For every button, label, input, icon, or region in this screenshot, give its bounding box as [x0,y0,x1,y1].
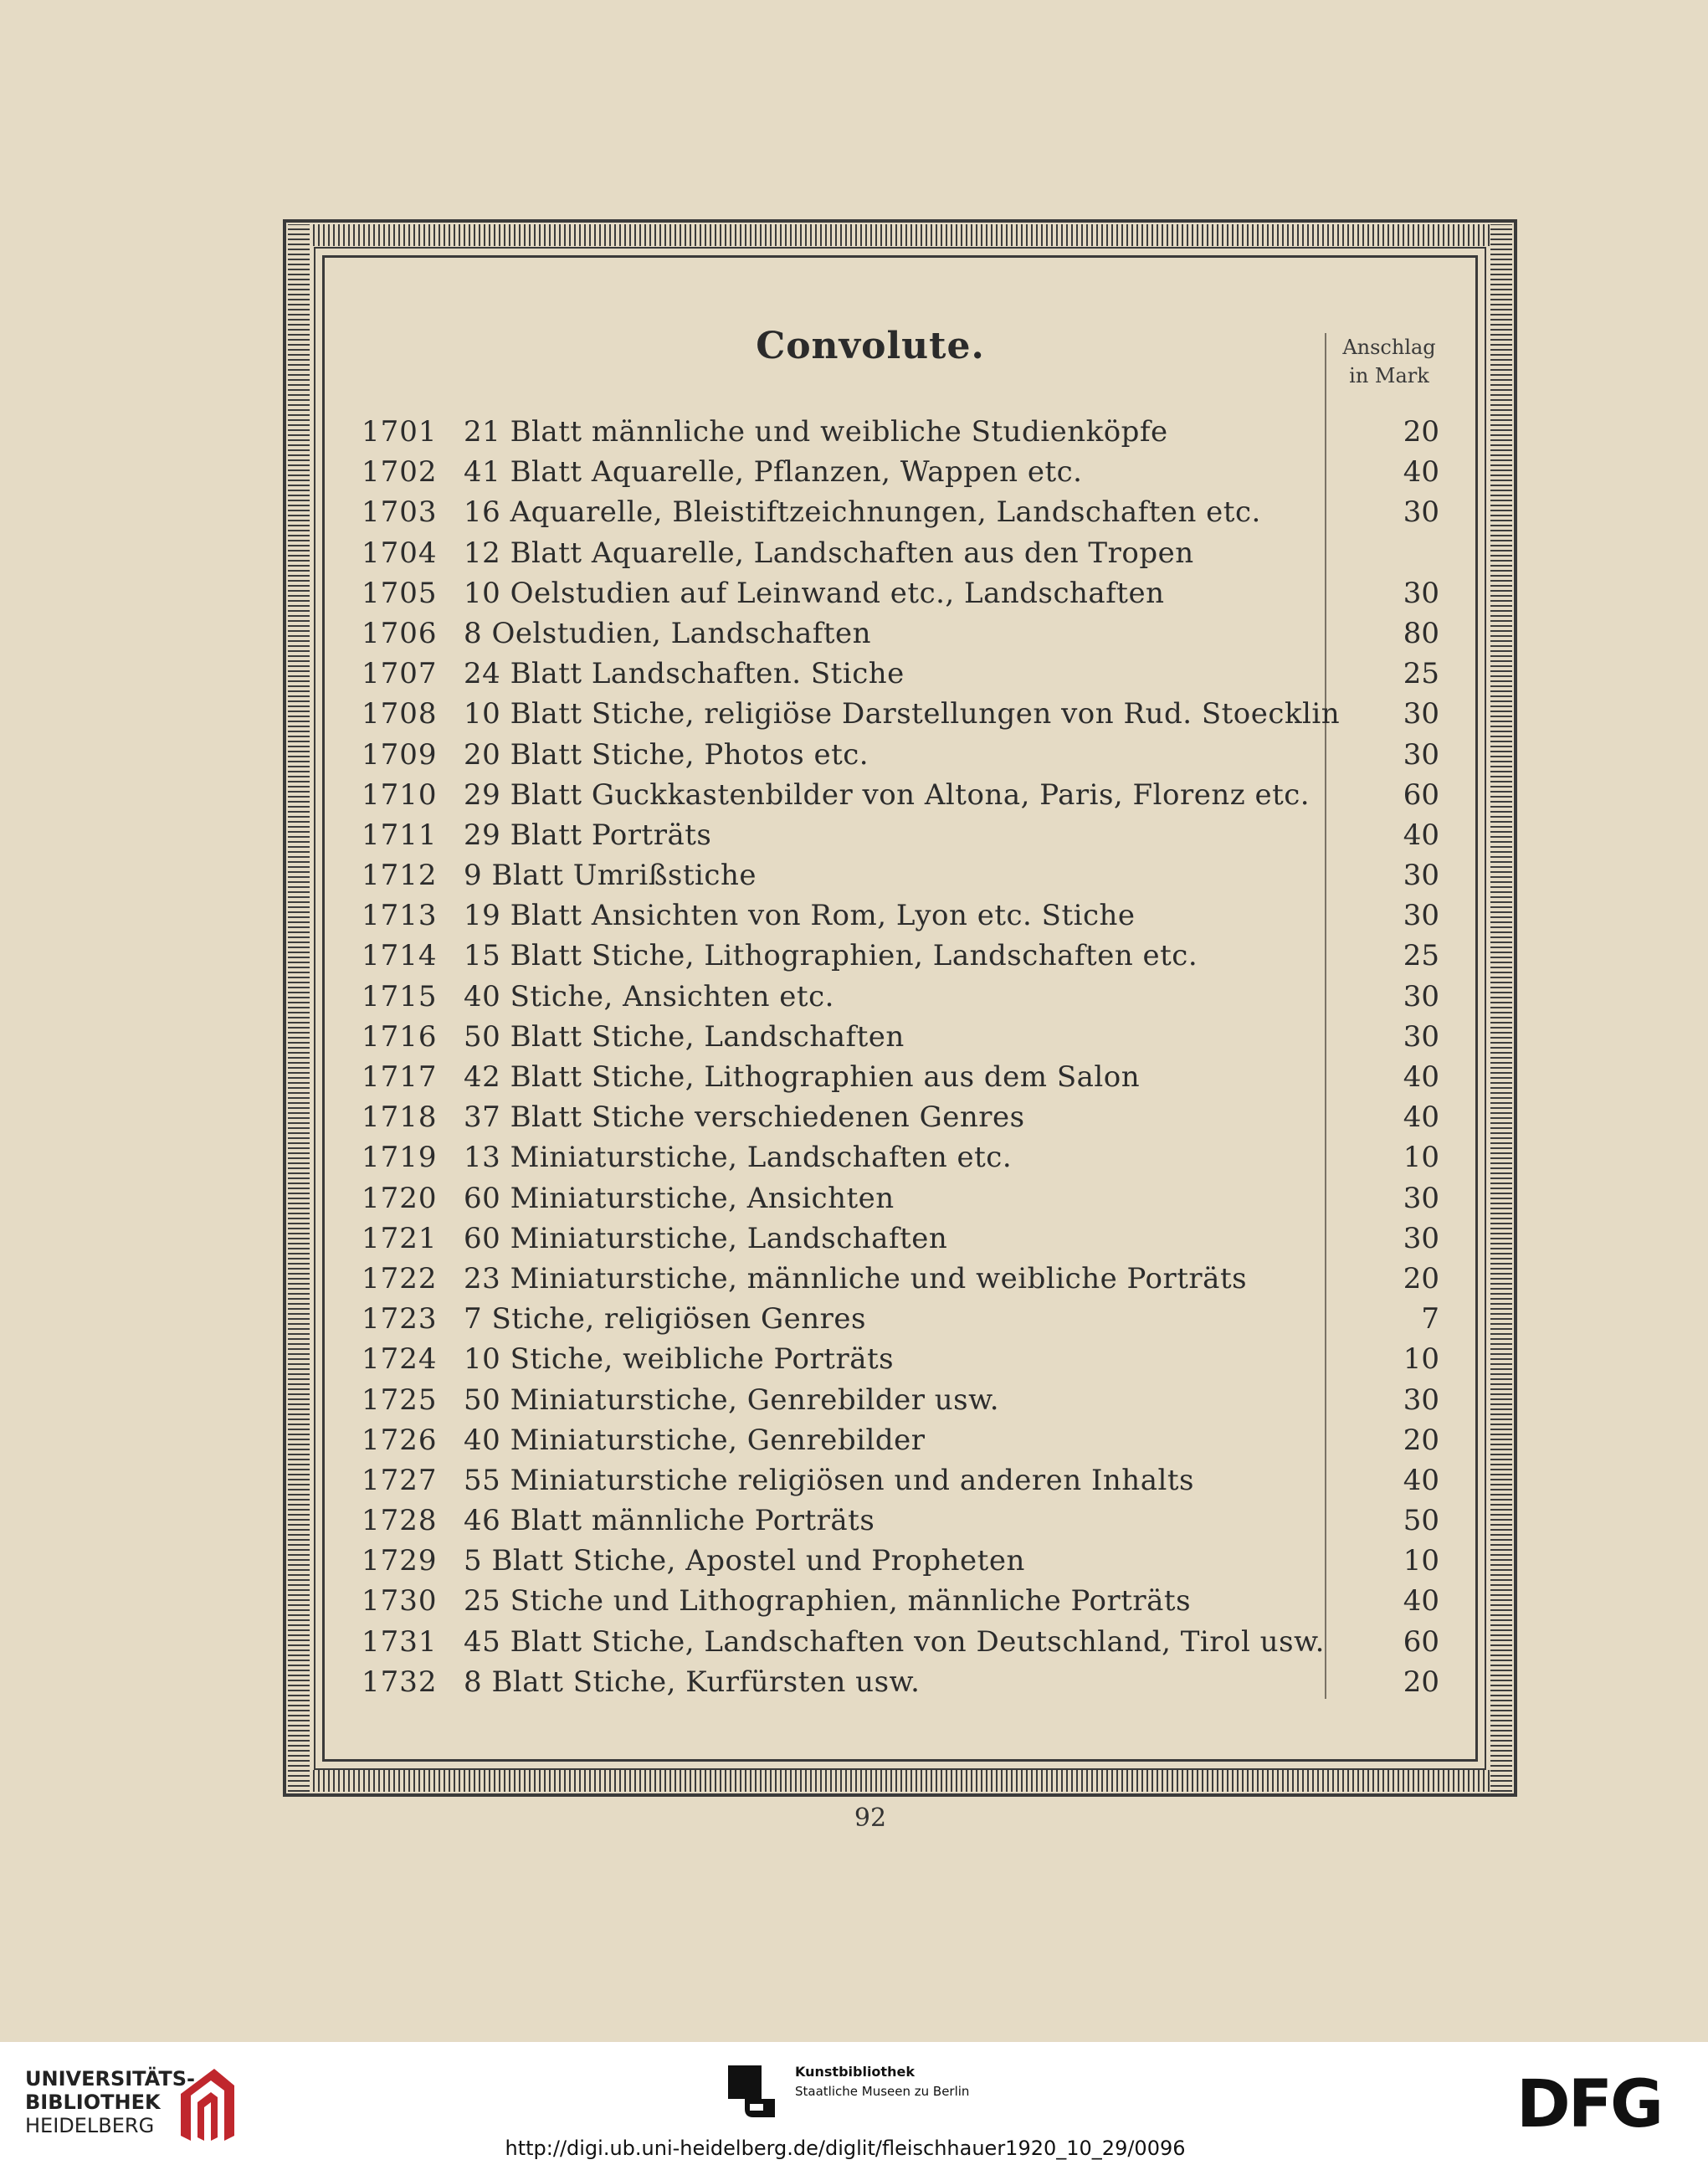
catalog-entry [362,1057,1449,1097]
frame-hatch-right [1490,224,1512,1792]
entry-description: 16 Aquarelle, Bleistiftzeichnungen, Landschaften etc. [464,495,1261,530]
entry-description: 23 Miniaturstiche, männliche und weibliche Porträts [464,1261,1248,1295]
catalog-entry [362,1622,1449,1662]
entry-description: 25 Stiche und Lithographien, männliche Porträts [464,1584,1192,1619]
entry-description: 10 Blatt Stiche, religiöse Darstellungen von Rud. Stoecklin [464,697,1341,731]
catalog-entry [362,492,1449,532]
catalog-entry [362,1541,1449,1581]
entry-description: 42 Blatt Stiche, Lithographien aus dem Salon [464,1060,1141,1094]
entry-number: 1705 [362,576,438,610]
entry-number: 1728 [362,1504,438,1538]
entry-number: 1709 [362,737,438,772]
entry-price: 80 [1403,616,1439,650]
entry-description: 55 Miniaturstiche religiösen und anderen Inhalts [464,1463,1194,1497]
entry-price: 50 [1403,1504,1439,1538]
entry-price: 25 [1403,939,1439,973]
entry-description: 40 Miniaturstiche, Genrebilder [464,1423,926,1457]
catalog-entry [362,1581,1449,1621]
dfg-logo: DFG [1516,2067,1662,2142]
catalog-entry [362,1137,1449,1177]
catalog-entry [362,1259,1449,1299]
kunstbibliothek-logo [728,2060,1080,2127]
entry-description: 10 Oelstudien auf Leinwand etc., Landschaften [464,576,1165,610]
entry-number: 1706 [362,616,438,650]
frame-hatch-top [288,224,1512,246]
entry-description: 45 Blatt Stiche, Landschaften von Deutschland, Tirol usw. [464,1624,1325,1659]
entry-description: 19 Blatt Ansichten von Rom, Lyon etc. Stiche [464,899,1136,933]
entry-number: 1720 [362,1181,438,1215]
entry-description: 21 Blatt männliche und weibliche Studienköpfe [464,415,1168,449]
entry-price: 30 [1403,1383,1439,1417]
kb-line2: Staatliche Museen zu Berlin [795,2084,970,2099]
catalog-entry [362,1178,1449,1218]
entry-number: 1717 [362,1060,438,1094]
entry-description: 41 Blatt Aquarelle, Pflanzen, Wappen etc. [464,455,1083,490]
catalog-entry [362,452,1449,492]
entry-number: 1724 [362,1342,438,1377]
entry-price: 40 [1403,818,1439,852]
price-column-header [1322,333,1456,390]
entry-number: 1726 [362,1423,438,1457]
entry-number: 1732 [362,1665,438,1699]
entry-number: 1714 [362,939,438,973]
entry-description: 7 Stiche, religiösen Genres [464,1302,866,1336]
kb-line1: Kunstbibliothek [795,2064,915,2080]
ub-line1: UNIVERSITÄTS- [25,2067,196,2091]
catalog-entry [362,1339,1449,1379]
catalog-entry [362,1380,1449,1420]
frame-hatch-bottom [288,1770,1512,1792]
frame-hatch-left [288,224,310,1792]
entry-number: 1722 [362,1261,438,1295]
entry-description: 8 Oelstudien, Landschaften [464,616,872,650]
catalog-entry [362,1501,1449,1541]
entry-description: 8 Blatt Stiche, Kurfürsten usw. [464,1665,921,1699]
entry-description: 5 Blatt Stiche, Apostel und Propheten [464,1544,1025,1578]
entry-description: 46 Blatt männliche Porträts [464,1504,875,1538]
source-url[interactable]: http://digi.ub.uni-heidelberg.de/diglit/fleischhauer1920_10_29/0096 [505,2137,1186,2160]
catalog-entry [362,694,1449,734]
entry-number: 1725 [362,1383,438,1417]
entry-price: 40 [1403,1463,1439,1497]
catalog-entry [362,895,1449,936]
entry-price: 40 [1403,1100,1439,1135]
entry-description: 29 Blatt Porträts [464,818,712,852]
catalog-entry [362,573,1449,613]
entry-price: 30 [1403,495,1439,530]
catalog-entry [362,1420,1449,1460]
entry-description: 12 Blatt Aquarelle, Landschaften aus den Tropen [464,536,1194,570]
entry-price: 10 [1403,1141,1439,1175]
catalog-entry [362,1017,1449,1057]
entry-number: 1715 [362,979,438,1013]
entry-description: 24 Blatt Landschaften. Stiche [464,657,905,691]
entry-description: 13 Miniaturstiche, Landschaften etc. [464,1141,1013,1175]
entry-number: 1701 [362,415,438,449]
entry-description: 60 Miniaturstiche, Ansichten [464,1181,895,1215]
entry-description: 10 Stiche, weibliche Porträts [464,1342,895,1377]
catalog-entry [362,855,1449,895]
catalog-entry [362,735,1449,775]
entry-price: 40 [1403,1060,1439,1094]
catalog-entry [362,936,1449,976]
ub-line2: BIBLIOTHEK [25,2091,161,2114]
entry-description: 29 Blatt Guckkastenbilder von Altona, Paris, Florenz etc. [464,777,1310,812]
entry-number: 1710 [362,777,438,812]
entry-description: 50 Blatt Stiche, Landschaften [464,1019,905,1054]
catalog-entry [362,533,1449,573]
price-column-header-line2: in Mark [1349,364,1429,387]
entry-price: 60 [1403,1624,1439,1659]
entry-price: 20 [1403,1261,1439,1295]
catalog-entry [362,412,1449,452]
catalog-entry [362,1662,1449,1702]
catalog-entry [362,1299,1449,1339]
entry-number: 1718 [362,1100,438,1135]
entry-number: 1716 [362,1019,438,1054]
entry-price: 10 [1403,1342,1439,1377]
entry-price: 30 [1403,899,1439,933]
entry-number: 1727 [362,1463,438,1497]
entry-price: 30 [1403,1221,1439,1255]
catalog-entry [362,654,1449,694]
catalog-entry [362,1097,1449,1137]
entry-number: 1702 [362,455,438,490]
entry-description: 37 Blatt Stiche verschiedenen Genres [464,1100,1025,1135]
entry-price: 40 [1403,1584,1439,1619]
entry-number: 1704 [362,536,438,570]
entry-number: 1703 [362,495,438,530]
entry-price: 10 [1403,1544,1439,1578]
entry-number: 1711 [362,818,438,852]
entry-number: 1731 [362,1624,438,1659]
ub-line3: HEIDELBERG [25,2114,155,2137]
entry-number: 1729 [362,1544,438,1578]
entry-price: 30 [1403,576,1439,610]
catalog-entry [362,1218,1449,1259]
catalog-list [362,412,1449,1702]
entry-number: 1730 [362,1584,438,1619]
entry-number: 1721 [362,1221,438,1255]
entry-description: 20 Blatt Stiche, Photos etc. [464,737,869,772]
entry-number: 1723 [362,1302,438,1336]
ub-mark-icon [174,2060,241,2144]
entry-price: 30 [1403,1181,1439,1215]
entry-price: 30 [1403,1019,1439,1054]
entry-price: 7 [1421,1302,1439,1336]
entry-description: 15 Blatt Stiche, Lithographien, Landschaften etc. [464,939,1198,973]
entry-price: 20 [1403,1665,1439,1699]
entry-description: 40 Stiche, Ansichten etc. [464,979,834,1013]
catalog-entry [362,775,1449,815]
entry-description: 9 Blatt Umrißstiche [464,859,757,893]
kunstbibliothek-icon [728,2065,775,2117]
entry-number: 1707 [362,657,438,691]
entry-number: 1713 [362,899,438,933]
entry-price: 30 [1403,859,1439,893]
catalog-entry [362,1460,1449,1501]
page-title: Convolute. [756,325,985,367]
catalog-entry [362,613,1449,654]
entry-price: 30 [1403,697,1439,731]
entry-number: 1708 [362,697,438,731]
entry-price: 60 [1403,777,1439,812]
entry-description: 60 Miniaturstiche, Landschaften [464,1221,948,1255]
entry-price: 25 [1403,657,1439,691]
entry-price: 30 [1403,737,1439,772]
catalog-entry [362,815,1449,855]
entry-number: 1712 [362,859,438,893]
catalog-entry [362,977,1449,1017]
entry-number: 1719 [362,1141,438,1175]
price-column-header-line1: Anschlag [1342,336,1436,359]
entry-price: 30 [1403,979,1439,1013]
entry-price: 20 [1403,1423,1439,1457]
entry-description: 50 Miniaturstiche, Genrebilder usw. [464,1383,1000,1417]
entry-price: 40 [1403,455,1439,490]
entry-price: 20 [1403,415,1439,449]
page-number: 92 [854,1803,887,1833]
